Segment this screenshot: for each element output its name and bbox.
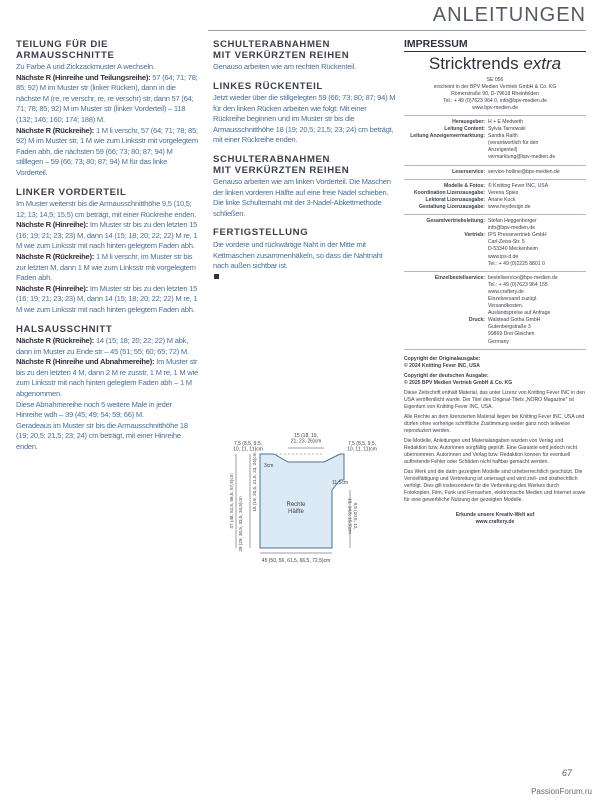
legal-paragraphs xyxy=(404,390,586,504)
credit-row xyxy=(404,218,586,232)
credit-key: Gestaltung Lizenzausgabe: xyxy=(419,203,485,210)
credits-group-service xyxy=(404,169,586,176)
instruction-paragraph xyxy=(213,177,399,219)
credit-key: Gesamtvertriebsleitung: xyxy=(426,218,485,225)
credit-value: H + E Medweth xyxy=(488,119,523,125)
instruction-text: Im Muster str bis zu den letzten 15 (16; 19; 21; 23; 23) M, dann 14 (15; 18; 20; 22; 22) M re, 1 M wie zum Linksstr mit nach hinten gelegtem Faden abh. xyxy=(16,283,198,314)
section-title: HALSAUSSCHNITT xyxy=(16,323,113,335)
instruction-text: Geradeaus im Muster str bis die Armausschnitthöhe 18 (19; 20,5; 21,5; 23; 24) cm beträgt, mit einer Hinreihe enden. xyxy=(16,420,188,451)
neck-drop-label: 3cm xyxy=(264,463,274,469)
credit-value: bestellservice@bpv-medien.de Tel.: + 49 (0)7623 964 155 www.craftery.de Einzelversand zuzügl. Versandkosten. Auslandspreise auf Anfrage xyxy=(488,274,558,317)
credit-value: Sandra Raith (verantwortlich für den Anzeigenteil) vermarktung@bpv-medien.de xyxy=(488,133,556,161)
left-section xyxy=(16,325,199,453)
site-watermark: PassionForum.ru xyxy=(531,787,592,796)
credit-key: Vertrieb: xyxy=(464,232,485,239)
page-section-title: ANLEITUNGEN xyxy=(432,4,586,26)
piece-label: Rechte Hälfte xyxy=(286,502,306,515)
credit-row xyxy=(404,275,586,318)
section-title: LINKER VORDERTEIL xyxy=(16,186,127,198)
right-drop-label: 11,5cm xyxy=(332,480,349,486)
instruction-text: 1 M li verschr, 57 (64; 71; 78; 85; 92) M im Muster str, 1 M wie zum Linksstr mit vorgelegtem Faden abh, die nächsten 59 (66; 73; 80; 87; 94) M stilllegen – 59 (66; 73; 80; 87; 94) M für das linke Vorderteil. xyxy=(16,125,198,177)
instruction-text: Jetzt wieder über die stillgelegten 59 (66; 73; 80; 87; 94) M für den linken Rücken arbeiten wie folgt: Mit einer Rückreihe beginnen und im Muster str bis die Armausschnitthöhe 18 (19; 20,5; 21,5; 23; 24) cm beträgt, mit einer Rückreihe enden. xyxy=(213,93,396,145)
credit-row xyxy=(404,126,586,133)
credit-key: Leitung Content: xyxy=(444,126,485,133)
instruction-paragraph xyxy=(16,252,199,284)
legal-paragraph: Das Werk und die darin gezeigten Modelle sind urheberrechtlich geschützt. Die Vervielfältigung und Verbreitung ist untersagt und wird zivil- und strafrechtlich verfolgt. Dies gilt insbesondere für die Verbreitung des Werkes durch Fotokopien, Film, Funk und Fernsehen, elektronische Medien und Internet sowie für eine gewerbliche Nutzung der gezeigten Modelle. xyxy=(404,468,586,503)
instruction-paragraph xyxy=(213,240,399,282)
credit-key: Leserservice: xyxy=(452,168,485,175)
credits-group-distribution xyxy=(404,218,586,268)
credit-key: Druck: xyxy=(468,317,485,324)
legal-paragraph: Die Modelle, Anleitungen und Materialangaben wurden von Verlag und Redaktion bzw. Autorinnen sorgfältig geprüft. Eine Garantie wird jedoch nicht übernommen. Autorinnen und Verlag bzw. Redaktion können für eventuell auftretende Fehler oder Schäden nicht haftbar gemacht werden. xyxy=(404,437,578,465)
credit-value: www.heydesign.de xyxy=(488,203,531,210)
credit-row xyxy=(404,133,586,161)
credit-row xyxy=(404,183,586,190)
header-divider xyxy=(208,30,586,31)
impressum-title: IMPRESSUM xyxy=(404,38,586,52)
credit-row xyxy=(404,232,586,267)
credit-key: Modelle & Fotos: xyxy=(443,182,485,189)
middle-column xyxy=(213,40,399,291)
credits-group-license xyxy=(404,183,586,211)
instruction-paragraph xyxy=(16,126,199,179)
instruction-text: 1 M li verschr, im Muster str bis zur letzten M, dann 1 M wie zum Linksstr mit vorgelegtem Faden abh. xyxy=(16,252,196,283)
credit-row xyxy=(404,197,586,204)
credit-key: Einzelbestellservice: xyxy=(434,274,485,281)
credit-key: Koordination Lizenzausgabe: xyxy=(413,189,485,196)
shoulder-left-label: 7,5 (8,5, 9,5, 10, 11, 11)cm xyxy=(233,441,263,453)
credits-group-editorial xyxy=(404,119,586,162)
credit-value: Verena Spies xyxy=(488,189,519,196)
credit-row xyxy=(404,119,586,126)
instruction-paragraph xyxy=(16,199,199,220)
credit-value: Walstead Gotha GmbH Gutenbergstraße 3 99869 Drei Gleichen Germany xyxy=(488,317,541,345)
copyright-block: Copyright der Originalausgabe: © 2024 Knitting Fever INC, USA Copyright der deutschen Ausgabe: © 2025 BPV Medien Vertrieb GmbH & Co. KG xyxy=(404,355,513,386)
craftery-footer: Erkunde unsere Kreativ-Welt auf www.craftery.de xyxy=(455,511,535,525)
total-length-label: 47 (48, 52,5, 56,5, 57,5)cm xyxy=(229,473,234,529)
schematic-diagram xyxy=(222,432,400,582)
credit-value: Ariane Kuck xyxy=(488,196,516,203)
legal-paragraph: Alle Rechte an dem lizenzierten Material liegen bei Knitting Fever INC, USA und dürfen ohne vorherige schriftliche Zustimmung weder ganz noch teilweise reproduziert werden. xyxy=(404,413,585,434)
left-column xyxy=(16,40,199,462)
credit-key: Lektorat Lizenzausgabe: xyxy=(425,196,485,203)
credit-key: Herausgeber: xyxy=(452,119,485,125)
section-title: SCHULTERABNAHMEN MIT VERKÜRZTEN REIHEN xyxy=(213,39,350,61)
instruction-lead: Nächste R (Rückreihe): xyxy=(16,252,95,261)
credits-group-order xyxy=(404,275,586,346)
mid-section xyxy=(213,155,399,219)
instruction-text: Genauso arbeiten wie am linken Vorderteil. Die Maschen der linken vorderen Hälfte auf eine freie Nadel schieben. Die linke Schulternaht mit der 3-Nadel-Abkettmethode schließen. xyxy=(213,177,391,218)
credit-key: Leitung Anzeigenvermarktung: xyxy=(410,133,485,140)
instruction-text: Im Muster str bis zu den letzten 15 (16; 19; 21; 23; 23) M, dann 14 (15; 18; 20; 22; 22) M re, 1 M wie zum Linksstr mit nach hinten gelegtem Faden abh. xyxy=(16,220,198,251)
instruction-text: Im Muster str bis zu den letzten 4 M, dann 2 M re zusstr, 1 M re, 1 M wie zum Linksstr mit nach hinten gelegtem Faden abh – 1 M abgenommen. xyxy=(16,357,198,399)
instruction-lead: Nächste R (Rückreihe): xyxy=(16,336,95,346)
instruction-paragraph xyxy=(16,400,199,421)
section-title: TEILUNG FÜR DIE ARMAUSSCHNITTE xyxy=(16,39,115,61)
instruction-lead: Nächste R (Hinreihe): xyxy=(16,283,88,293)
instruction-paragraph xyxy=(213,62,399,73)
top-width-label: 15 (18, 19, 21, 23, 26)cm xyxy=(290,433,322,445)
instruction-paragraph xyxy=(16,421,199,453)
credit-value: Stefan Heggenberger info@bpv-medien.de xyxy=(488,218,537,232)
bottom-width-label: 45 (50, 56, 61,5, 66,5, 72,5)cm xyxy=(261,558,331,564)
instruction-text: Die vordere und rückwärtige Naht in der Mitte mit Kettmaschen zusammenhäkeln, so dass die Nahtnaht nach außen sichtbar ist. xyxy=(213,239,383,271)
credit-row xyxy=(404,169,586,176)
instruction-text: 14 (15; 18; 20; 22; 22) M abk, dann im Muster zu Ende str – 45 (51; 55; 60; 65; 72) M. xyxy=(16,336,189,356)
credit-value: Sylvia Tarnowski xyxy=(488,126,526,133)
mid-section xyxy=(213,82,399,146)
instruction-paragraph xyxy=(16,284,199,316)
credit-row xyxy=(404,317,586,345)
publisher-block: SE 056 erscheint in der BPV Medien Vertrieb GmbH & Co. KG Römerstraße 90, D-79618 Rheinfelden Tel.: + 49 (0)7623 964 0, info@bpv-medien.de www.bpv-medien.de xyxy=(433,77,557,111)
credit-value: IPS Pressevertrieb GmbH Carl-Zeiss-Str. 5 D-53340 Meckenheim www.ips-d.de Tel.: + 49 (0)2225 8801 0 xyxy=(488,232,547,267)
credit-value: service-hotline@bpv-medien.de xyxy=(488,168,560,175)
mid-section xyxy=(213,40,399,73)
instruction-text: 57 (64; 71; 78; 85; 92) M im Muster str (linker Rücken), dann in die nächste M (re, re verschr, re, re verschr) str, dann 57 (64; 71; 78; 85; 92) M im Muster str (linker Vorderteil) – 118 (132; 146; 160; 174; 188) M. xyxy=(16,72,198,124)
credit-row xyxy=(404,190,586,197)
instruction-paragraph xyxy=(213,93,399,146)
credit-value: © Knitting Fever INC, USA xyxy=(488,182,549,189)
end-square-icon xyxy=(214,274,219,279)
instruction-text: Genauso arbeiten wie am rechten Rückenteil. xyxy=(213,62,356,71)
magazine-title: Stricktrends extra xyxy=(428,54,562,73)
credit-row xyxy=(404,204,586,211)
body-length-label: 28 (29, 30,5, 33,5, 34,5)cm xyxy=(238,496,243,552)
mid-section xyxy=(213,228,399,282)
shoulder-right-label: 7,5 (8,5, 9,5, 10, 11, 11)cm xyxy=(347,441,377,453)
instruction-text: Zu Farbe A und Zickzackmuster A wechseln. xyxy=(16,62,155,71)
instruction-paragraph xyxy=(16,357,199,399)
instruction-paragraph xyxy=(16,220,199,252)
left-section xyxy=(16,40,199,179)
instruction-paragraph xyxy=(16,73,199,126)
instruction-lead: Nächste R (Hinreihe und Teilungsreihe): xyxy=(16,72,151,82)
instruction-paragraph xyxy=(16,62,199,73)
instruction-lead: Nächste R (Hinreihe und Abnahmereihe): xyxy=(16,357,155,367)
instruction-lead: Nächste R (Rückreihe): xyxy=(16,125,95,135)
page-number: 67 xyxy=(561,768,572,778)
instruction-lead: Nächste R (Hinreihe): xyxy=(16,220,88,230)
section-title: FERTIGSTELLUNG xyxy=(213,227,309,239)
legal-paragraph: Diese Zeitschrift enthält Material, das unter Lizenz von Knitting Fever INC in den USA veröffentlicht wurde. Der Titel des Original-Titels „NORO Magazine" ist Eigentum von Knitting Fever INC, USA. xyxy=(404,389,585,410)
instruction-text: Diese Abnahmereihe noch 5 weitere Male in jeder Hinreihe wdh – 39 (45; 49; 54; 59; 66) M. xyxy=(16,399,172,420)
impressum-column xyxy=(404,38,586,526)
instruction-text: Im Muster weiterstr bis die Armausschnitthöhe 9,5 (10,5; 12; 13; 14,5; 15,5) cm beträgt, mit einer Rückreihe enden. xyxy=(16,199,197,219)
section-title: SCHULTERABNAHMEN MIT VERKÜRZTEN REIHEN xyxy=(213,154,350,176)
instruction-paragraph xyxy=(16,336,199,357)
armhole-left-label: 18 (19, 20,5, 21,5, 23, 24)cm xyxy=(252,452,257,512)
left-section xyxy=(16,188,199,316)
section-title: LINKES RÜCKENTEIL xyxy=(213,80,323,92)
armhole-right-label: 9,5 (10,5, 12,13, 14,5, 15,5)cm xyxy=(347,498,358,534)
